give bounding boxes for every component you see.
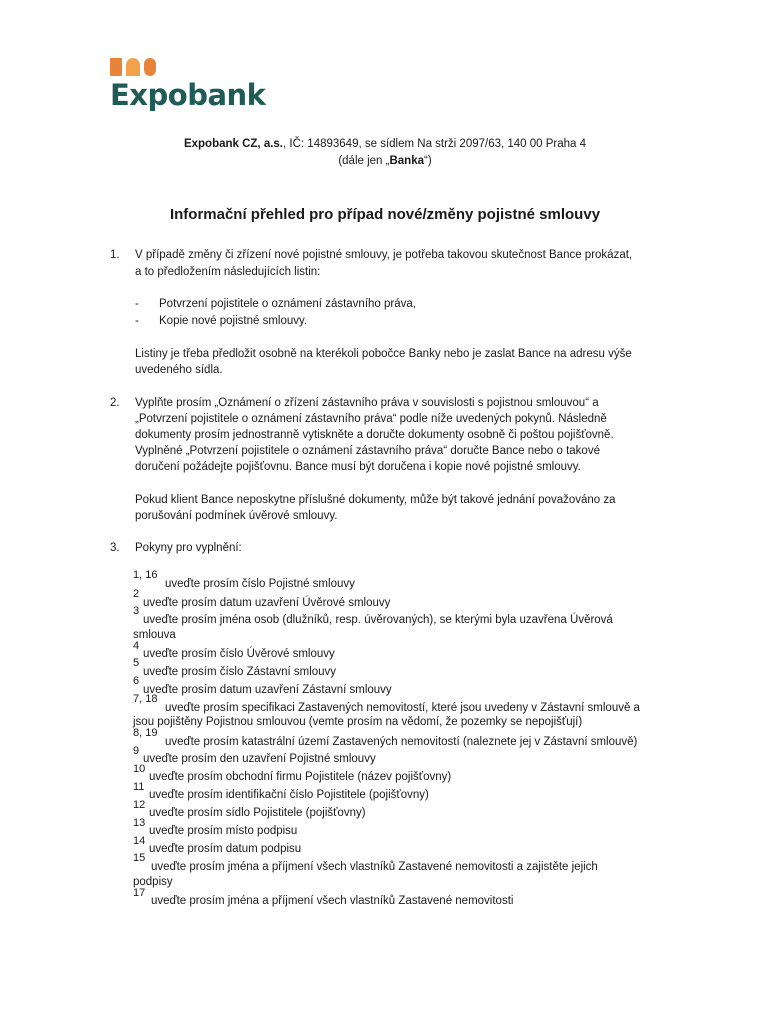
footnote-number: 10 bbox=[133, 763, 146, 775]
instruction-text: uveďte prosím obchodní firmu Pojistitele (název pojišťovny) bbox=[149, 771, 452, 783]
document-title: Informační přehled pro případ nové/změny pojistné smlouvy bbox=[169, 206, 601, 223]
alias-name: Banka bbox=[389, 155, 424, 167]
instruction-text-wrap: podpisy bbox=[133, 876, 173, 888]
instruction-text: uveďte prosím číslo Pojistné smlouvy bbox=[165, 578, 355, 590]
instruction-text-wrap: jsou pojištěny Pojistnou smlouvou (vemte prosím na vědomí, že pozemky se nepojišťují) bbox=[133, 716, 583, 728]
footnote-number: 1, 16 bbox=[133, 569, 158, 581]
footnote-number: 3 bbox=[133, 605, 140, 617]
instruction-text: uveďte prosím den uzavření Pojistné smlouvy bbox=[143, 753, 376, 765]
section-1-line: V případě změny či zřízení nové pojistné smlouvy, je potřeba takovou skutečnost Bance prokázat, bbox=[135, 249, 633, 261]
section-1-number: 1. bbox=[110, 249, 120, 261]
section-2-note-line: porušování podmínek úvěrové smlouvy. bbox=[135, 510, 338, 522]
list-bullet: - bbox=[135, 315, 139, 327]
instruction-text: uveďte prosím specifikaci Zastavených nemovitostí, které jsou uvedeny v Zástavní smlouvě a bbox=[165, 702, 640, 714]
instruction-text: uveďte prosím číslo Úvěrové smlouvy bbox=[143, 648, 335, 660]
instruction-text: uveďte prosím katastrální území Zastavených nemovitostí (naleznete jej v Zástavní smlouvě) bbox=[165, 736, 638, 748]
instruction-text: uveďte prosím identifikační číslo Pojistitele (pojišťovny) bbox=[149, 789, 429, 801]
footnote-number: 4 bbox=[133, 640, 140, 652]
section-2-line: Vyplněné „Potvrzení pojistitele o oznámení zástavního práva“ doručte Bance nebo o takové bbox=[135, 445, 600, 457]
instruction-text: uveďte prosím datum uzavření Zástavní smlouvy bbox=[143, 684, 392, 696]
alias-suffix: “) bbox=[424, 155, 432, 167]
footnote-number: 9 bbox=[133, 745, 140, 757]
section-2-line: „Potvrzení pojistitele o oznámení zástavního práva“ podle níže uvedených pokynů. Následně bbox=[135, 413, 607, 425]
instruction-text: uveďte prosím jména osob (dlužníků, resp. úvěrovaných), se kterými byla uzavřena Úvěrová bbox=[143, 614, 613, 626]
company-name: Expobank CZ, a.s. bbox=[183, 138, 284, 150]
footnote-number: 8, 19 bbox=[133, 727, 158, 739]
instruction-text: uveďte prosím místo podpisu bbox=[149, 825, 298, 837]
section-1-line: a to předložením následujících listin: bbox=[135, 266, 321, 278]
instruction-text: uveďte prosím datum uzavření Úvěrové smlouvy bbox=[143, 597, 391, 609]
section-2-line: doručení požádejte pojišťovnu. Bance musí být doručena i kopie nové pojistné smlouvy. bbox=[135, 461, 581, 473]
instruction-text: uveďte prosím datum podpisu bbox=[149, 843, 302, 855]
instruction-text: uveďte prosím jména a příjmení všech vlastníků Zastavené nemovitosti bbox=[151, 895, 514, 907]
footnote-number: 12 bbox=[133, 799, 146, 811]
section-2-line: Vyplňte prosím „Oznámení o zřízení zástavního práva v souvislosti s pojistnou smlouvou“ a bbox=[135, 397, 599, 409]
instruction-text: uveďte prosím číslo Zástavní smlouvy bbox=[143, 666, 337, 678]
footnote-number: 13 bbox=[133, 817, 146, 829]
list-item: Kopie nové pojistné smlouvy. bbox=[159, 315, 308, 327]
footnote-number: 11 bbox=[133, 781, 145, 793]
logo-mark-icon bbox=[110, 56, 156, 78]
section-1-note-line: uvedeného sídla. bbox=[135, 364, 223, 376]
footnote-number: 15 bbox=[133, 852, 146, 864]
list-item: Potvrzení pojistitele o oznámení zástavního práva, bbox=[159, 298, 416, 310]
section-2-number: 2. bbox=[110, 397, 120, 409]
company-alias bbox=[0, 153, 770, 169]
section-1-note-line: Listiny je třeba předložit osobně na kterékoli pobočce Banky nebo je zaslat Bance na adresu výše bbox=[135, 348, 632, 360]
footnote-number: 6 bbox=[133, 675, 140, 687]
company-info bbox=[0, 136, 770, 152]
instruction-text: uveďte prosím sídlo Pojistitele (pojišťovny) bbox=[149, 807, 366, 819]
instruction-text-wrap: smlouva bbox=[133, 629, 176, 641]
footnote-number: 7, 18 bbox=[133, 693, 158, 705]
section-3-heading: Pokyny pro vyplnění: bbox=[135, 542, 242, 554]
footnote-number: 2 bbox=[133, 588, 140, 600]
footnote-number: 14 bbox=[133, 835, 146, 847]
footnote-number: 17 bbox=[133, 887, 146, 899]
section-2-note-line: Pokud klient Bance neposkytne příslušné dokumenty, může být takové jednání považováno za bbox=[135, 494, 616, 506]
section-3-number: 3. bbox=[110, 542, 120, 554]
instruction-text: uveďte prosím jména a příjmení všech vlastníků Zastavené nemovitosti a zajistěte jejich bbox=[151, 861, 598, 873]
logo-wordmark: Expobank bbox=[110, 78, 266, 112]
footnote-number: 5 bbox=[133, 657, 140, 669]
expobank-logo bbox=[110, 56, 270, 120]
list-bullet: - bbox=[135, 298, 139, 310]
alias-prefix: (dále jen „ bbox=[338, 155, 390, 167]
section-2-line: dokumenty prosím jednostranně vytiskněte a doručte dokumenty osobně či poštou pojišťovně. bbox=[135, 429, 614, 441]
company-details: , IČ: 14893649, se sídlem Na strži 2097/63, 140 00 Praha 4 bbox=[283, 138, 587, 150]
